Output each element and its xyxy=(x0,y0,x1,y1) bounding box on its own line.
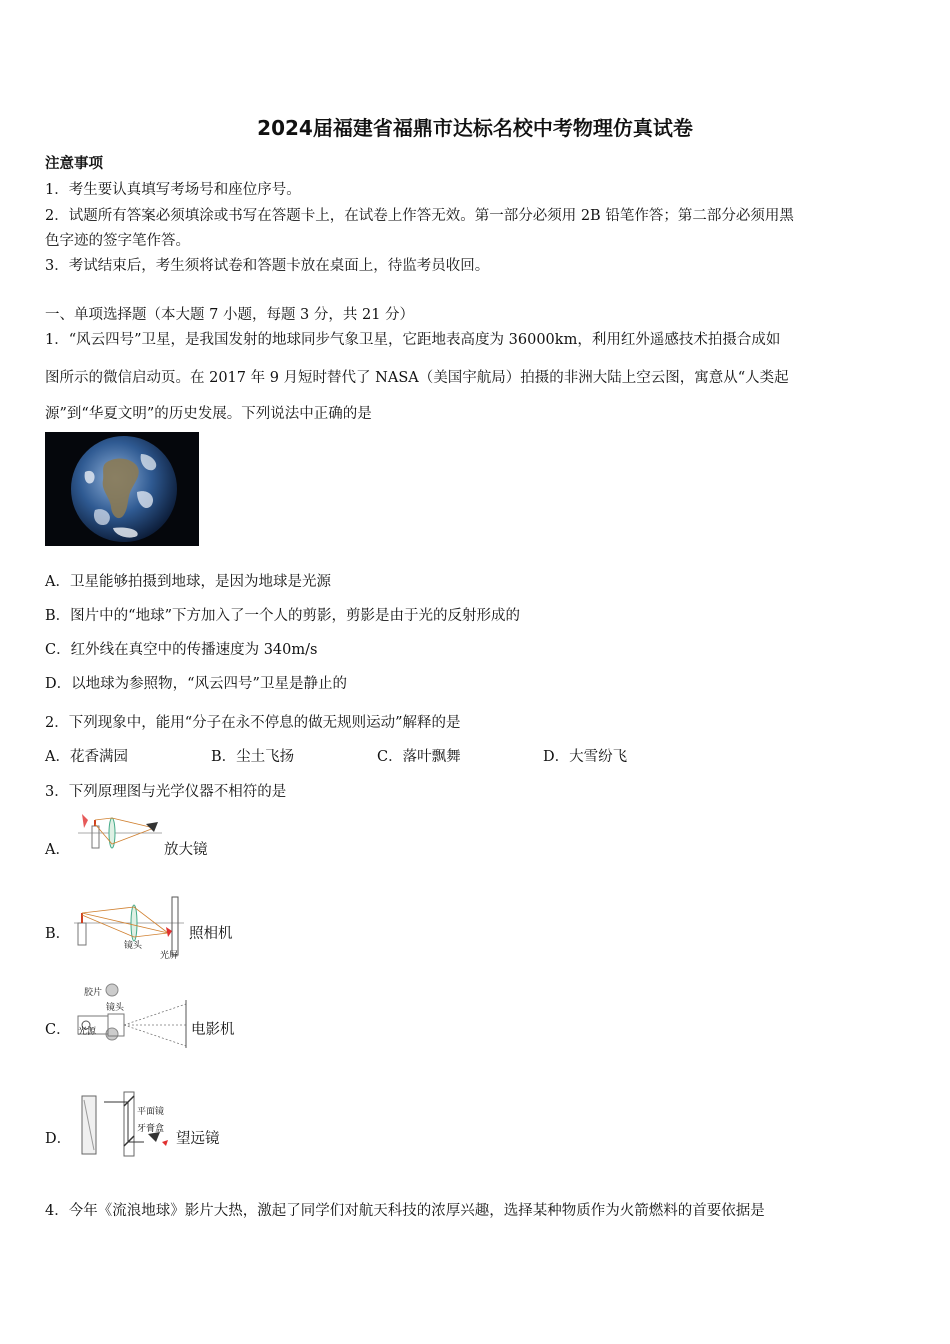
fig-label-film: 胶片 xyxy=(84,988,103,998)
fig-label-lens: 镜头 xyxy=(106,1003,125,1013)
q1-stem-line: 源”到“华夏文明”的历史发展。下列说法中正确的是 xyxy=(45,406,372,422)
q3-stem: 3．下列原理图与光学仪器不相符的是 xyxy=(45,784,287,800)
q4-stem: 4．今年《流浪地球》影片大热，激起了同学们对航天科技的浓厚兴趣，选择某种物质作为火箭燃料的首要依据是 xyxy=(45,1203,765,1219)
q2-stem: 2．下列现象中，能用“分子在永不停息的做无规则运动”解释的是 xyxy=(45,715,461,731)
q1-stem-line: 1．“风云四号”卫星，是我国发射的地球同步气象卫星，它距地表高度为 36000km，利用红外遥感技术拍摄合成如 xyxy=(45,332,781,348)
q3-option-a-letter: A． xyxy=(45,842,70,858)
q3-option-a-label: 放大镜 xyxy=(164,842,208,858)
q1-option-c: C．红外线在真空中的传播速度为 340m/s xyxy=(45,642,318,658)
notice-item: 2．试题所有答案必须填涂或书写在答题卡上，在试卷上作答无效。第一部分必须用 2B 铅笔作答；第二部分必须用黑 xyxy=(45,208,794,224)
q1-option-b: B．图片中的“地球”下方加入了一个人的剪影，剪影是由于光的反射形成的 xyxy=(45,608,520,624)
q2-option-a: A．花香满园 xyxy=(45,749,128,765)
q3-option-c-label: 电影机 xyxy=(191,1022,235,1038)
q3-option-d-label: 望远镜 xyxy=(176,1131,220,1147)
section-heading: 一、单项选择题（本大题 7 小题，每题 3 分，共 21 分） xyxy=(45,307,415,323)
q3-option-b-letter: B． xyxy=(45,926,71,942)
notice-item: 1．考生要认真填写考场号和座位序号。 xyxy=(45,182,301,198)
fig-label-lens: 镜头 xyxy=(124,941,143,951)
notice-item: 3．考试结束后，考生须将试卷和答题卡放在桌面上，待监考员收回。 xyxy=(45,258,490,274)
notice-heading: 注意事项 xyxy=(45,155,103,172)
q2-option-c: C．落叶飘舞 xyxy=(377,749,461,765)
notice-item: 色字迹的签字笔作答。 xyxy=(45,233,190,249)
fig-label-plane-mirror: 平面镜 xyxy=(137,1107,165,1117)
q1-option-d: D．以地球为参照物，“风云四号”卫星是静止的 xyxy=(45,676,347,692)
fig-label-light-source: 光源 xyxy=(78,1027,97,1037)
earth-photo xyxy=(45,432,199,546)
q2-option-d: D．大雪纷飞 xyxy=(543,749,628,765)
page-title: 2024届福建省福鼎市达标名校中考物理仿真试卷 xyxy=(257,116,693,140)
q3-option-c-letter: C． xyxy=(45,1022,71,1038)
q1-stem-line: 图所示的微信启动页。在 2017 年 9 月短时替代了 NASA（美国宇航局）拍摄的非洲大陆上空云图，寓意从“人类起 xyxy=(45,370,789,386)
fig-label-toothpaste-box: 牙膏盒 xyxy=(137,1124,165,1134)
q1-option-a: A．卫星能够拍摄到地球，是因为地球是光源 xyxy=(45,574,331,590)
q3-option-b-label: 照相机 xyxy=(189,926,233,942)
magnifier-diagram xyxy=(74,810,164,856)
q3-option-d-letter: D． xyxy=(45,1131,72,1147)
q2-option-b: B．尘土飞扬 xyxy=(211,749,295,765)
fig-label-screen: 光屏 xyxy=(160,951,179,961)
